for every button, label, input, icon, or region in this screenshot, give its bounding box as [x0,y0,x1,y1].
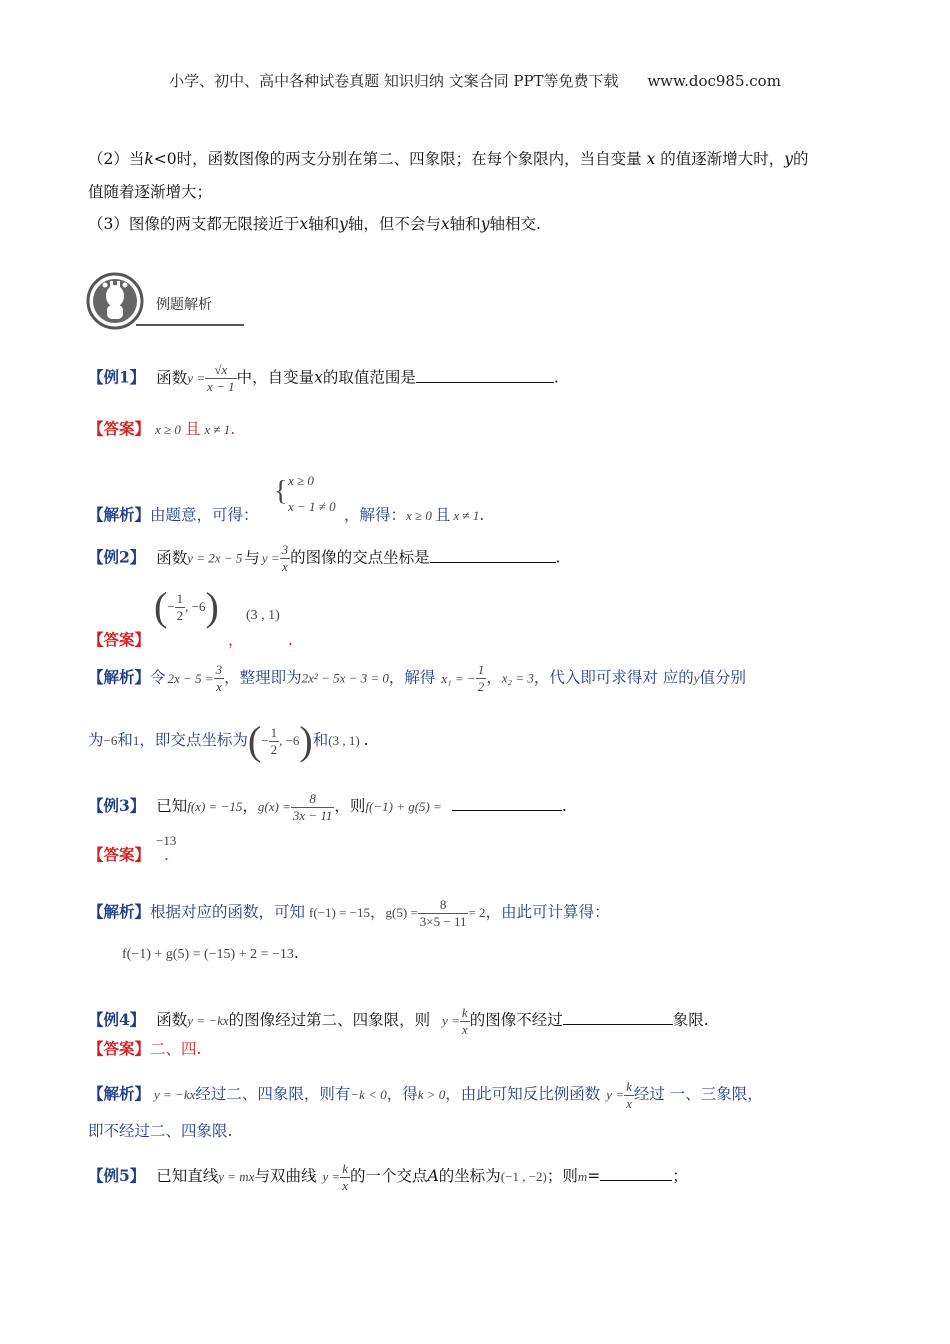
section-header [86,272,246,330]
answer-blank[interactable] [430,546,556,563]
example-1-answer: 【答案】 x ≥ 0 且 x ≠ 1. [88,419,236,438]
example-4-solution-line1: 【解析】 y = −kx经过二、四象限，则有−k < 0，得k > 0，由此可知反比例函数 y = $\frac{k}{x}$ 经过 一、三象限， [88,1078,763,1111]
example-1-question: 【例1】 函数y = $\frac{√x}{x - 1}$ 中，自变量x的取值范围是 . [88,362,559,394]
example-4-question: 【例4】 函数y = −kx的图像经过第二、四象限，则 y = $\frac{k}{x}$ 的图像不经过 象限. [88,1004,709,1037]
example-2-solution-line2: 为−6和1，即交点坐标为(− $\frac{1}{2}$ , −6)和(3 , 1) . [88,718,369,763]
intro-p2-line2: 值随着逐渐增大； [88,183,213,201]
answer-blank[interactable] [452,794,562,811]
example-1-tag: 【例1】 [88,367,146,387]
example-5-question: 【例5】 已知直线y = mx与双曲线 y = $\frac{k}{x}$ 的一个交点A的坐标为(−1 , −2)；则m= ； [88,1160,688,1193]
page-header [0,70,950,91]
example-3-question: 【例3】 已知f(x) = −15，g(x) = $\frac{8}{3x - 11}$ ，则f(−1) + g(5) = . [88,790,567,823]
example-3-solution-line2: f(−1) + g(5) = (−15) + 2 = −13. [122,944,299,962]
example-2-solution-line1: 【解析】令 2x − 5 = $\frac{3}{x}$ ，整理即为2x² − 5x − 3 = 0，解得 x₁ = − $\frac{1}{2}$ ，x₂ = 3，代入即可求得对 应的y值分别 [88,662,747,694]
answer-blank[interactable] [563,1008,673,1025]
example-2-question: 【例2】 函数y = 2x − 5 与 y = $\frac{3}{x}$ 的图像的交点坐标是 . [88,542,561,574]
answer-blank[interactable] [600,1164,672,1181]
example-3-solution-line1: 【解析】根据对应的函数，可知 f(−1) = −15，g(5) = $\frac{8}{3\times 5 - 11}$ = 2，由此可计算得： [88,896,610,929]
section-title: 例题解析 [156,297,212,313]
answer-blank[interactable] [416,366,554,383]
intro-p2-line1: （2）当k<0时，函数图像的两支分别在第二、四象限；在每个象限内，当自变量 x 的值逐渐增大时，y的 [88,150,809,168]
example-1-fraction: $\frac{√x}{x - 1}$ [207,362,235,394]
header-url[interactable]: www.doc985.com [647,72,781,90]
intro-p3: （3）图像的两支都无限接近于x轴和y轴，但不会与x轴和y轴相交. [88,215,541,233]
example-4-solution-line2: 即不经过二、四象限. [88,1122,233,1140]
example-4-answer: 【答案】二、四. [88,1039,202,1058]
header-text: 小学、初中、高中各种试卷真题 知识归纳 文案合同 PPT等免费下载 [169,72,619,90]
